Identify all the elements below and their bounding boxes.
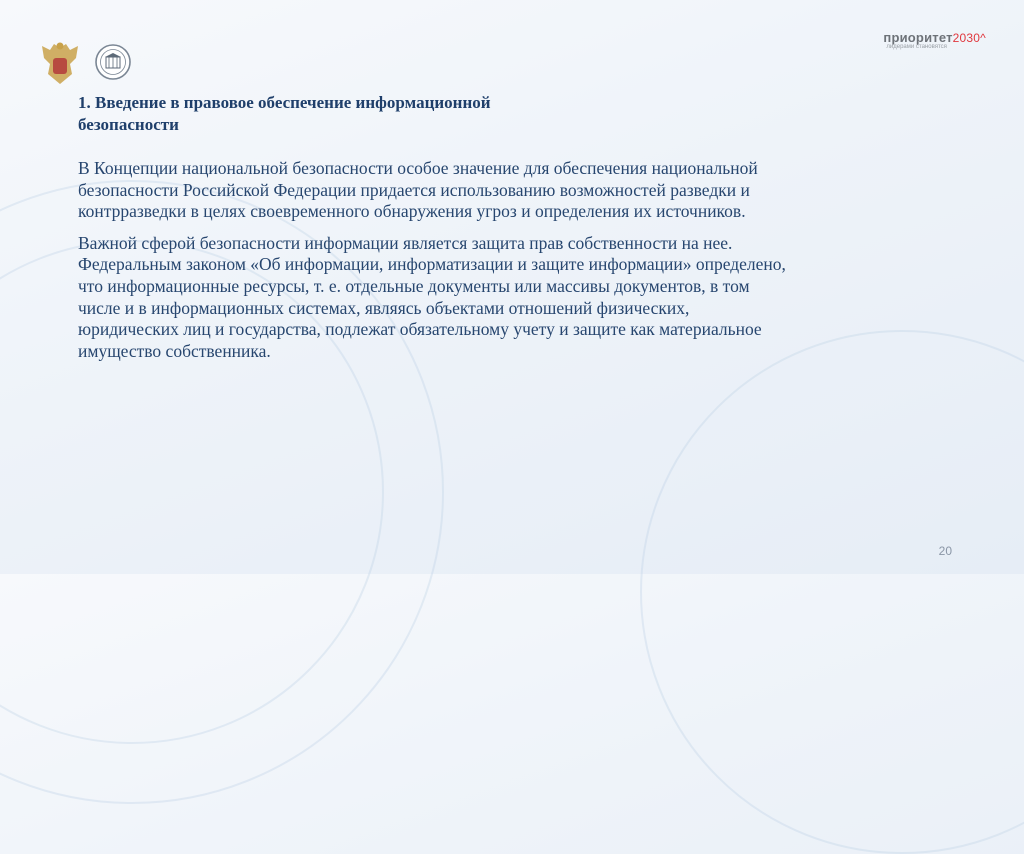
- paragraph-1: В Концепции национальной безопасности особое значение для обеспечения национальной безопасности Российской Федерации придается использованию возможностей разведки и контрразведки в целях своевременного обнаружения угроз и определения их источников.: [78, 158, 758, 222]
- slide-body: [78, 158, 958, 372]
- page-number: 20: [938, 544, 952, 558]
- header-logos: [36, 36, 132, 88]
- slide-title: 1. Введение в правовое обеспечение информационной безопасности: [78, 93, 491, 134]
- background-ring: [640, 330, 1024, 854]
- brand-name: приоритет2030^: [883, 30, 986, 45]
- university-seal-icon: [94, 43, 132, 81]
- priority-2030-logo: [883, 30, 986, 50]
- brand-tagline: лидерами становятся: [886, 44, 947, 50]
- paragraph-2: Важной сферой безопасности информации является защита прав собственности на нее. Федеральным законом «Об информации, информатизации и защите информации» определено, что информационные ресурсы, т. е. отдельные документы или массивы документов, в том числе и в информационных системах, являясь объектами отношений физических, юридических лиц и государства, подлежат обязательному учету и защите как материальное имущество собственника.: [78, 232, 786, 361]
- coat-of-arms-icon: [36, 36, 84, 88]
